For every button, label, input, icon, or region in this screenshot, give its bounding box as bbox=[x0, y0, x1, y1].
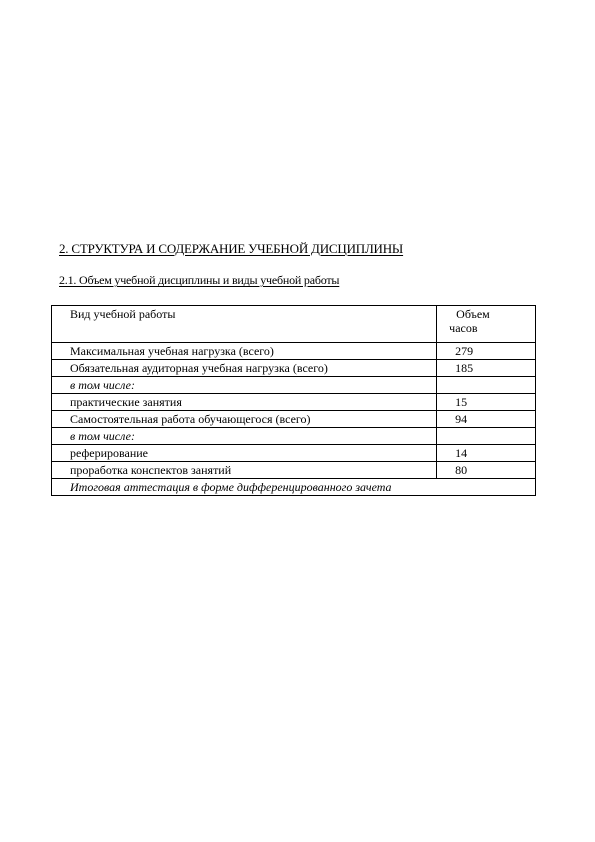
row-hours: 94 bbox=[437, 411, 536, 428]
row-name: Самостоятельная работа обучающегося (всего) bbox=[52, 411, 437, 428]
header-hours-line2: часов bbox=[449, 321, 478, 335]
work-volume-table bbox=[51, 305, 536, 496]
row-hours: 185 bbox=[437, 360, 536, 377]
row-hours: 80 bbox=[437, 462, 536, 479]
row-hours: 279 bbox=[437, 343, 536, 360]
table-footer-row bbox=[52, 479, 536, 496]
table-row bbox=[52, 360, 536, 377]
row-name: реферирование bbox=[52, 445, 437, 462]
header-work-type: Вид учебной работы bbox=[52, 306, 437, 343]
row-hours: 15 bbox=[437, 394, 536, 411]
row-hours bbox=[437, 428, 536, 445]
table-row bbox=[52, 445, 536, 462]
row-hours bbox=[437, 377, 536, 394]
section-title: 2. СТРУКТУРА И СОДЕРЖАНИЕ УЧЕБНОЙ ДИСЦИПЛИНЫ bbox=[59, 241, 404, 256]
table-row bbox=[52, 377, 536, 394]
row-name: Максимальная учебная нагрузка (всего) bbox=[52, 343, 437, 360]
row-name: в том числе: bbox=[52, 428, 437, 445]
final-assessment: Итоговая аттестация в форме дифференцированного зачета bbox=[52, 479, 536, 496]
row-name: Обязательная аудиторная учебная нагрузка (всего) bbox=[52, 360, 437, 377]
subsection-title: 2.1. Объем учебной дисциплины и виды учебной работы bbox=[59, 273, 340, 287]
row-name: проработка конспектов занятий bbox=[52, 462, 437, 479]
table-row bbox=[52, 343, 536, 360]
table-row bbox=[52, 394, 536, 411]
table-row bbox=[52, 411, 536, 428]
row-name: практические занятия bbox=[52, 394, 437, 411]
row-hours: 14 bbox=[437, 445, 536, 462]
header-hours-line1: Объем bbox=[456, 307, 490, 321]
header-hours bbox=[437, 306, 536, 343]
table-row bbox=[52, 428, 536, 445]
row-name: в том числе: bbox=[52, 377, 437, 394]
table-row bbox=[52, 462, 536, 479]
table-header-row bbox=[52, 306, 536, 343]
